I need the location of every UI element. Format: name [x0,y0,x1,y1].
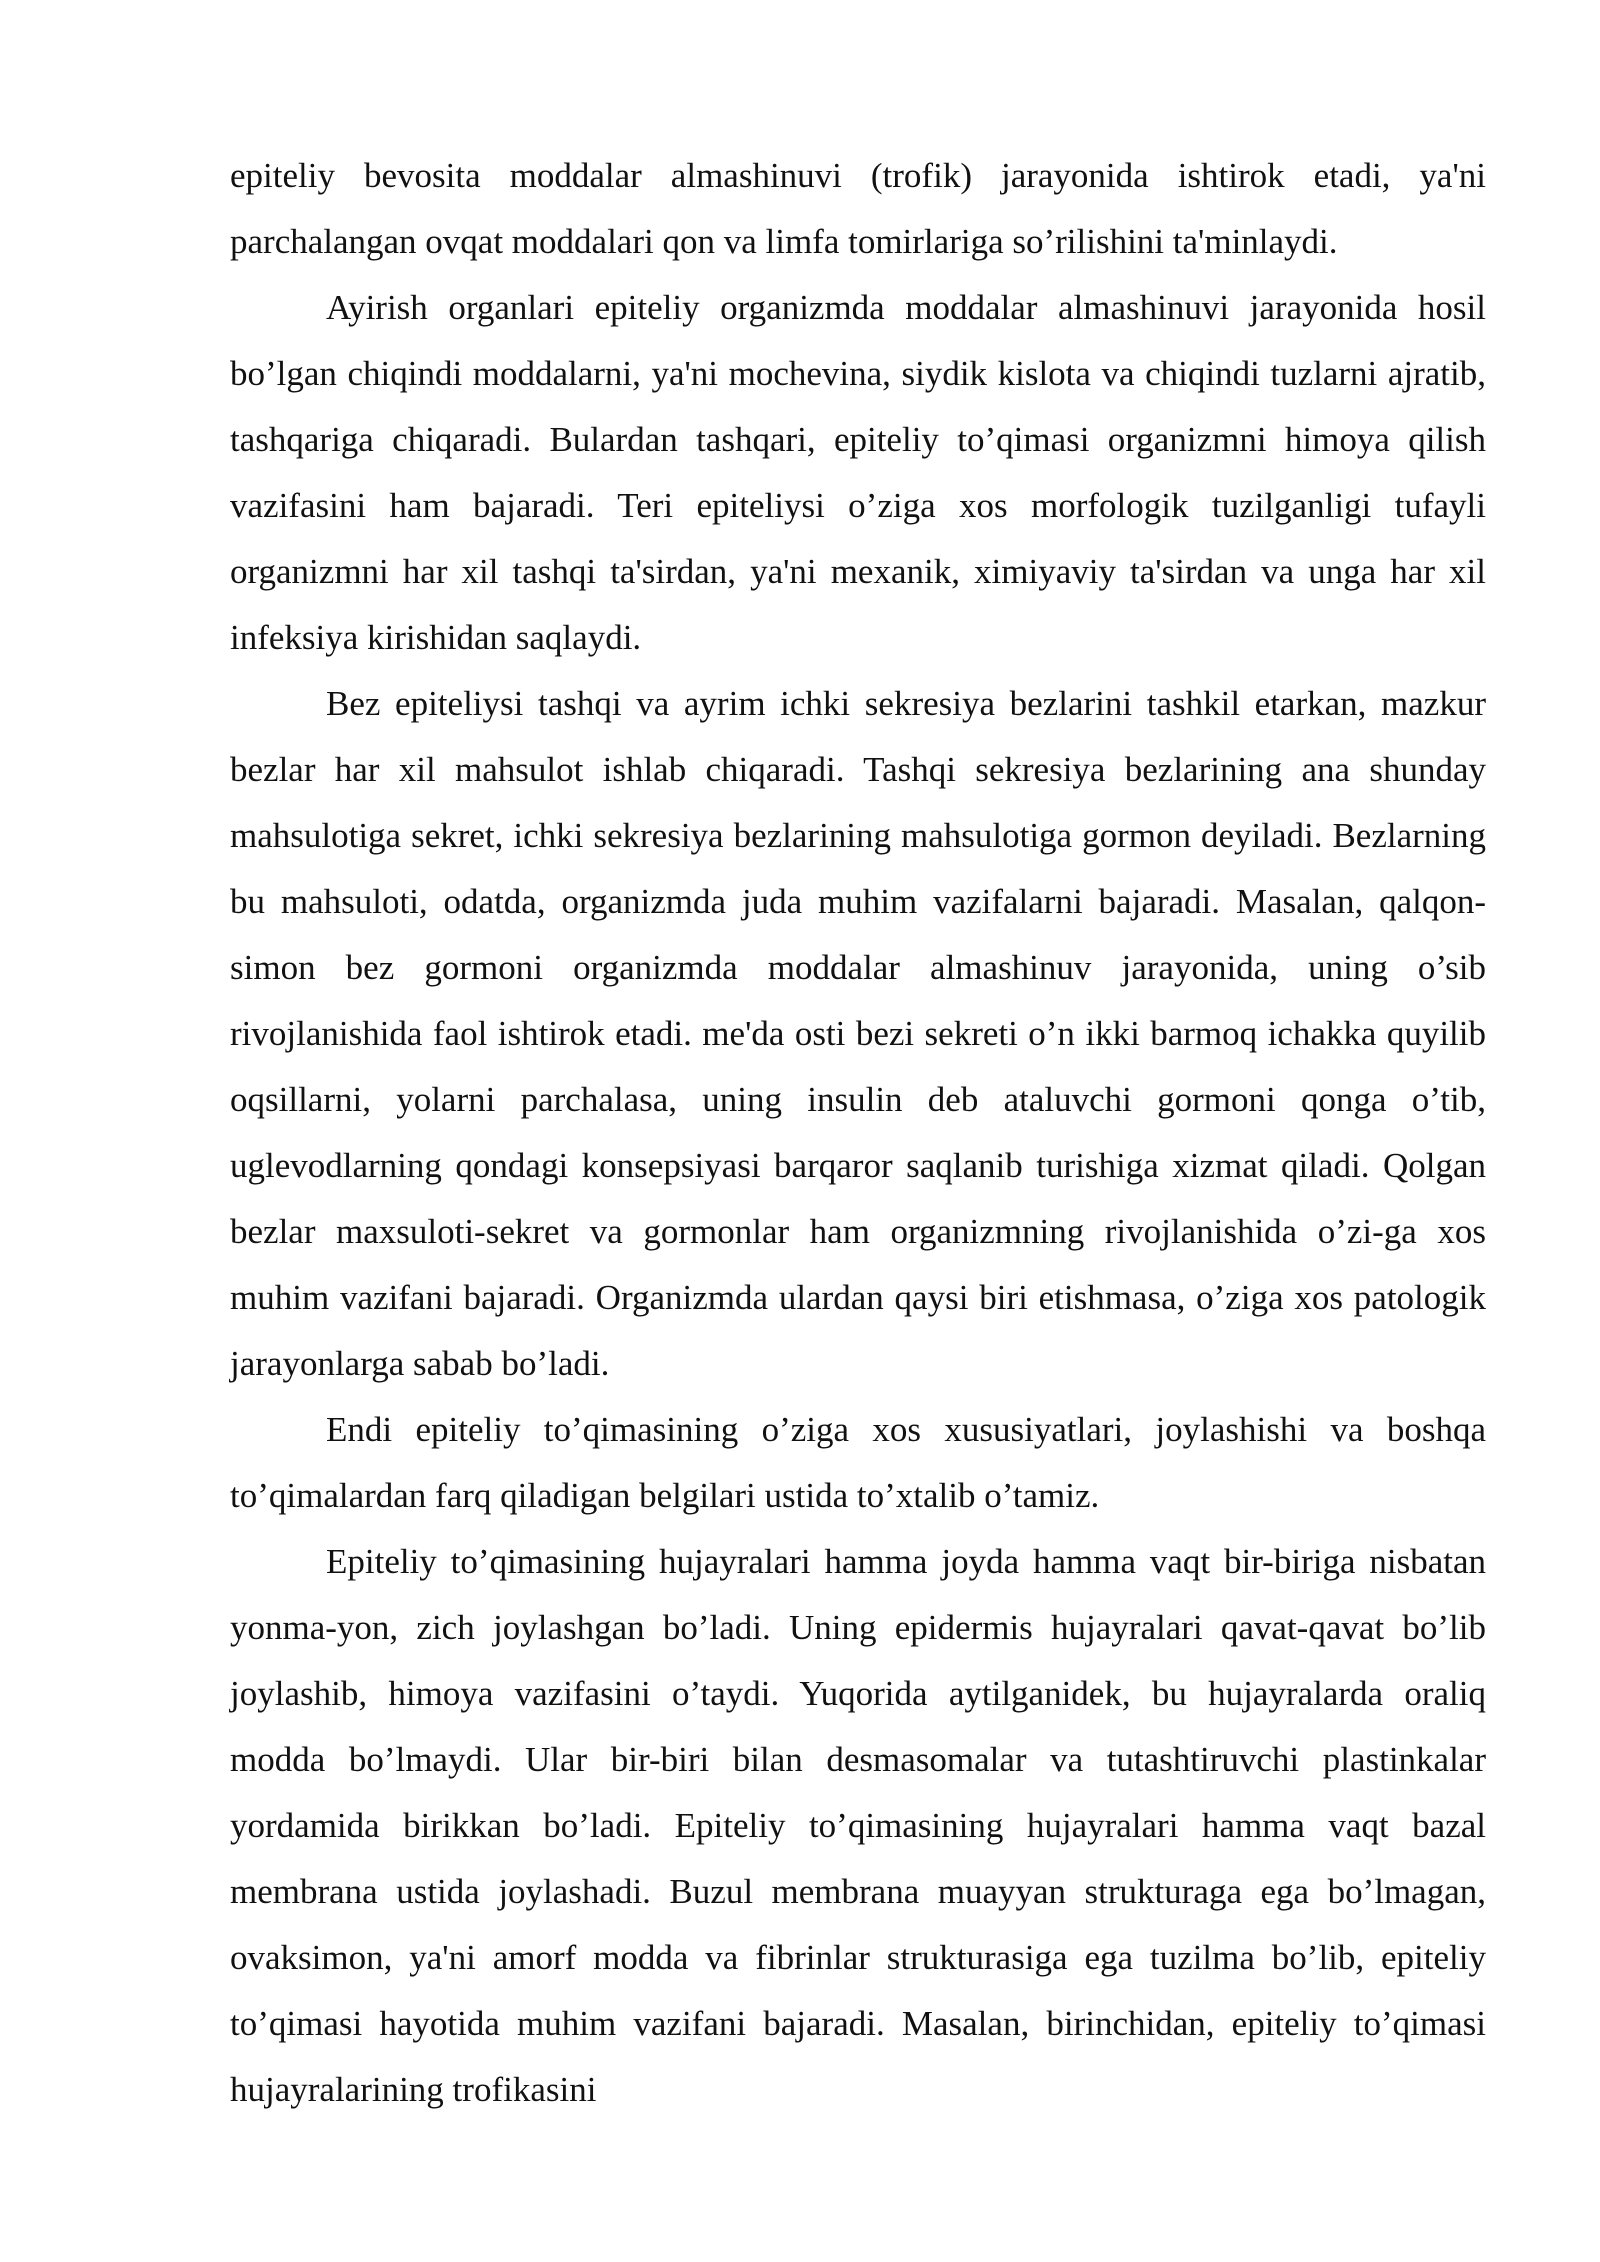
paragraph-excretory-organs: Ayirish organlari epiteliy organizmda moddalar almashinuvi jarayonida hosil bo’lgan chiqindi moddalarni, ya'ni mochevina, siydik kislota va chiqindi tuzlarni ajratib, tashqariga chiqaradi. Bulardan tashqari, epiteliy to’qimasi organizmni himoya qilish vazifasini ham bajaradi. Teri epiteliysi o’ziga xos morfologik tuzilganligi tufayli organizmni har xil tashqi ta'sirdan, ya'ni mexanik, ximiyaviy ta'sirdan va unga har xil infeksiya kirishidan saqlaydi. [230,288,1486,657]
paragraph-transition: Endi epiteliy to’qimasining o’ziga xos xususiyatlari, joylashishi va boshqa to’qimalardan farq qiladigan belgilari ustida to’xtalib o’tamiz. [230,1410,1486,1515]
paragraph-continued: epiteliy bevosita moddalar almashinuvi (trofik) jarayonida ishtirok etadi, ya'ni parchalangan ovqat moddalari qon va limfa tomirlariga so’rilishini ta'minlaydi. [230,156,1486,261]
paragraph-epithelial-cells: Epiteliy to’qimasining hujayralari hamma joyda hamma vaqt bir-biriga nisbatan yonma-yon, zich joylashgan bo’ladi. Uning epidermis hujayralari qavat-qavat bo’lib joylashib, himoya vazifasini o’taydi. Yuqorida aytilganidek, bu hujayralarda oraliq modda bo’lmaydi. Ular bir-biri bilan desmasomalar va tutashtiruvchi plastinkalar yordamida birikkan bo’ladi. Epiteliy to’qimasining hujayralari hamma vaqt bazal membrana ustida joylashadi. Buzul membrana muayyan strukturaga ega bo’lmagan, ovaksimon, ya'ni amorf modda va fibrinlar strukturasiga ega tuzilma bo’lib, epiteliy to’qimasi hayotida muhim vazifani bajaradi. Masalan, birinchidan, epiteliy to’qimasi hujayralarining trofikasini [230,1542,1486,2109]
document-body [230,143,1486,2123]
paragraph-glandular-epithelium: Bez epiteliysi tashqi va ayrim ichki sekresiya bezlarini tashkil etarkan, mazkur bezlar har xil mahsulot ishlab chiqaradi. Tashqi sekresiya bezlarining ana shunday mahsulotiga sekret, ichki sekresiya bezlarining mahsulotiga gormon deyiladi. Bezlarning bu mahsuloti, odatda, organizmda juda muhim vazifalarni bajaradi. Masalan, qalqon-simon bez gormoni organizmda moddalar almashinuv jarayonida, uning o’sib rivojlanishida faol ishtirok etadi. me'da osti bezi sekreti o’n ikki barmoq ichakka quyilib oqsillarni, yolarni parchalasa, uning insulin deb ataluvchi gormoni qonga o’tib, uglevodlarning qondagi konsepsiyasi barqaror saqlanib turishiga xizmat qiladi. Qolgan bezlar maxsuloti-sekret va gormonlar ham organizmning rivojlanishida o’zi-ga xos muhim vazifani bajaradi. Organizmda ulardan qaysi biri etishmasa, o’ziga xos patologik jarayonlarga sabab bo’ladi. [230,684,1486,1383]
